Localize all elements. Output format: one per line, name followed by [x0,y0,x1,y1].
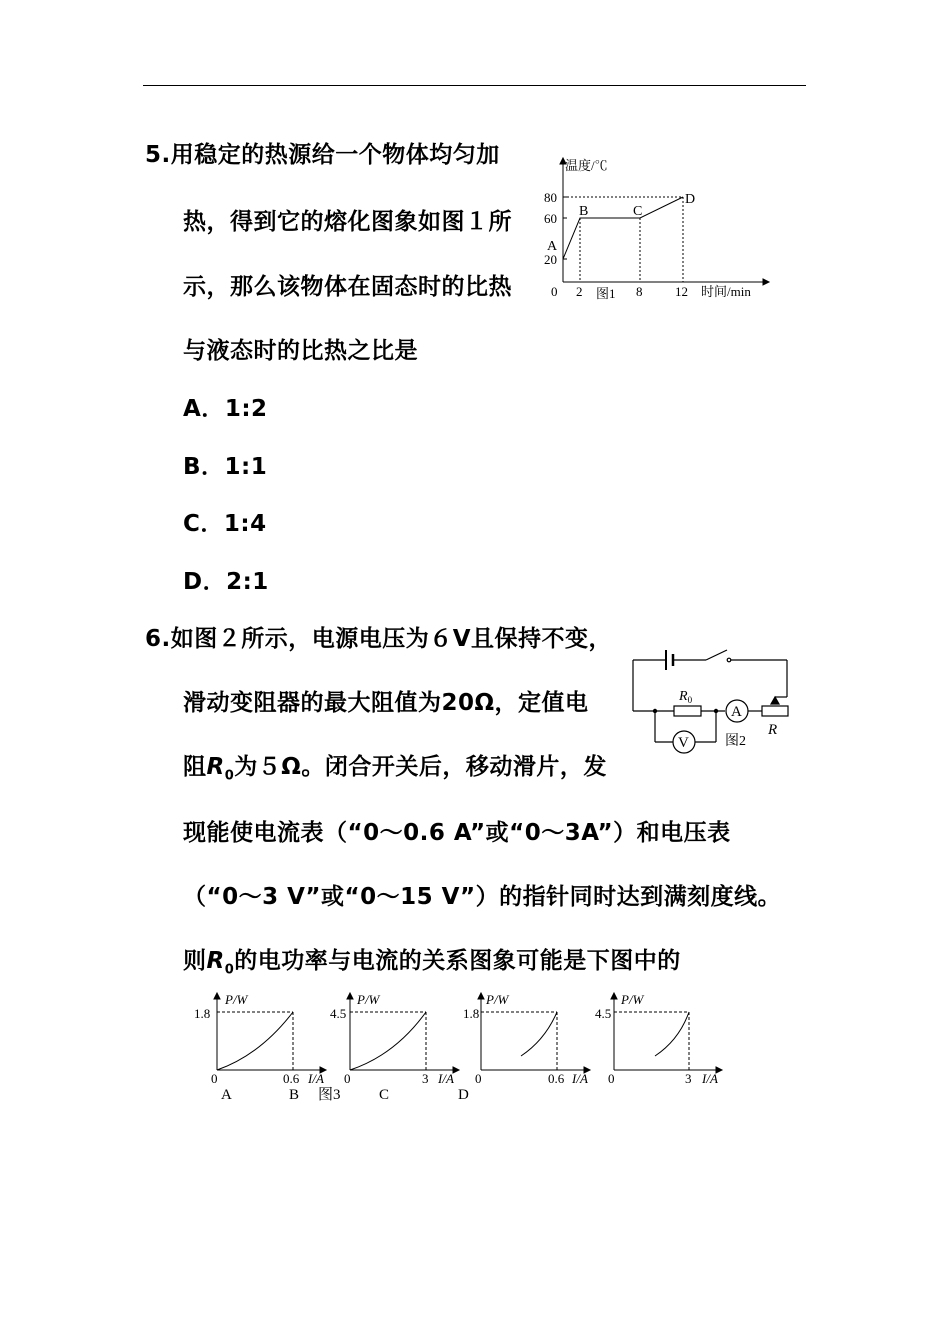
q5-option-c[interactable]: C．1:4 [183,511,267,537]
graph-b-letter: B [289,1087,300,1103]
graph-b-xlabel: I/A [438,1071,454,1086]
graph-a-ylabel: P/W [225,992,248,1007]
fig1-ytick: 20 [544,252,557,267]
graph-d-curve [655,1012,689,1056]
q6-number: 6. [145,626,171,652]
graph-a-xlabel: I/A [308,1071,324,1086]
graph-b-xmax: 3 [422,1071,429,1086]
graph-c-xlabel: I/A [572,1071,588,1086]
graph-d-xlabel: I/A [702,1071,718,1086]
fig2-caption: 图2 [725,734,746,749]
q5-number: 5. [145,142,171,168]
q5-line-3: 示，那么该物体在固态时的比热 [183,274,512,300]
q6-line-2: 滑动变阻器的最大阻值为20Ω，定值电 [183,690,589,716]
fig1-ytick: 80 [544,190,557,205]
graph-d-origin: 0 [608,1071,615,1086]
q5-line-2: 热，得到它的熔化图象如图１所 [183,209,512,235]
rheostat-label: R [768,722,778,738]
q6-line-4: 现能使电流表（“0～0.6 A”或“0～3A”）和电压表 [183,820,731,846]
q6-line-6: 则$R_0$的电功率与电流的关系图象可能是下图中的 [183,948,681,978]
fig1-xtick: 8 [636,284,643,299]
fig1-ylabel: 温度/℃ [565,158,608,173]
graph-a-origin: 0 [211,1071,218,1086]
graph-b-ylabel: P/W [357,992,380,1007]
ammeter-label: A [731,704,742,720]
graph-b-origin: 0 [344,1071,351,1086]
point-label: B [579,204,589,219]
graph-c-letter: C [379,1087,390,1103]
q5-line-4: 与液态时的比热之比是 [183,338,418,364]
graph-c-y-arrow [478,993,484,999]
q5-option-a[interactable]: A．1:2 [183,396,268,422]
graph-a-y-arrow [214,993,220,999]
q6-line-5: （“0～3 V”或“0～15 V”）的指针同时达到满刻度线。 [183,884,782,910]
top-rule [143,85,806,86]
fig1-xtick: 12 [675,284,688,299]
graph-b-curve [350,1012,426,1070]
fig1-xtick: 2 [576,284,583,299]
r0-label: $R_0$ [679,689,693,705]
voltmeter-label: V [678,735,689,751]
figure-1-melting-graph [535,150,785,310]
graph-c-origin: 0 [475,1071,482,1086]
graph-d-y-arrow [611,993,617,999]
fig1-origin: 0 [551,284,558,299]
graph-b-x-arrow [453,1067,459,1073]
graph-a-xmax: 0.6 [283,1071,300,1086]
graph-b-ymax: 4.5 [330,1006,347,1021]
graph-a-curve [217,1012,293,1070]
point-label: D [685,192,696,207]
graph-c-ymax: 1.8 [463,1006,480,1021]
figure-3-graphs [190,985,740,1110]
graph-d-ylabel: P/W [621,992,644,1007]
fig1-xlabel: 时间/min [701,284,751,299]
graph-c-xmax: 0.6 [548,1071,565,1086]
graph-d-xmax: 3 [685,1071,692,1086]
point-label: C [633,204,643,219]
graph-b-y-arrow [347,993,353,999]
q5-option-d[interactable]: D．2:1 [183,569,269,595]
graph-d-letter: D [458,1087,469,1103]
fig3-caption: 图3 [318,1087,341,1103]
fig1-ytick: 60 [544,211,557,226]
graph-c-ylabel: P/W [486,992,509,1007]
q6-line-1: 6.如图２所示，电源电压为６V且保持不变， [145,626,613,652]
graph-a-ymax: 1.8 [194,1006,211,1021]
q5-line-1: 5.用稳定的热源给一个物体均匀加 [145,142,500,168]
fig1-caption: 图1 [596,286,616,301]
figure-2-circuit [630,645,800,760]
graph-a-letter: A [221,1087,232,1103]
q5-option-b[interactable]: B．1:1 [183,454,268,480]
graph-d-ymax: 4.5 [595,1006,612,1021]
graph-c-curve [521,1012,557,1056]
q6-line-3: 阻$R_0$为５Ω。闭合开关后，移动滑片，发 [183,754,607,784]
point-label: A [547,239,558,254]
